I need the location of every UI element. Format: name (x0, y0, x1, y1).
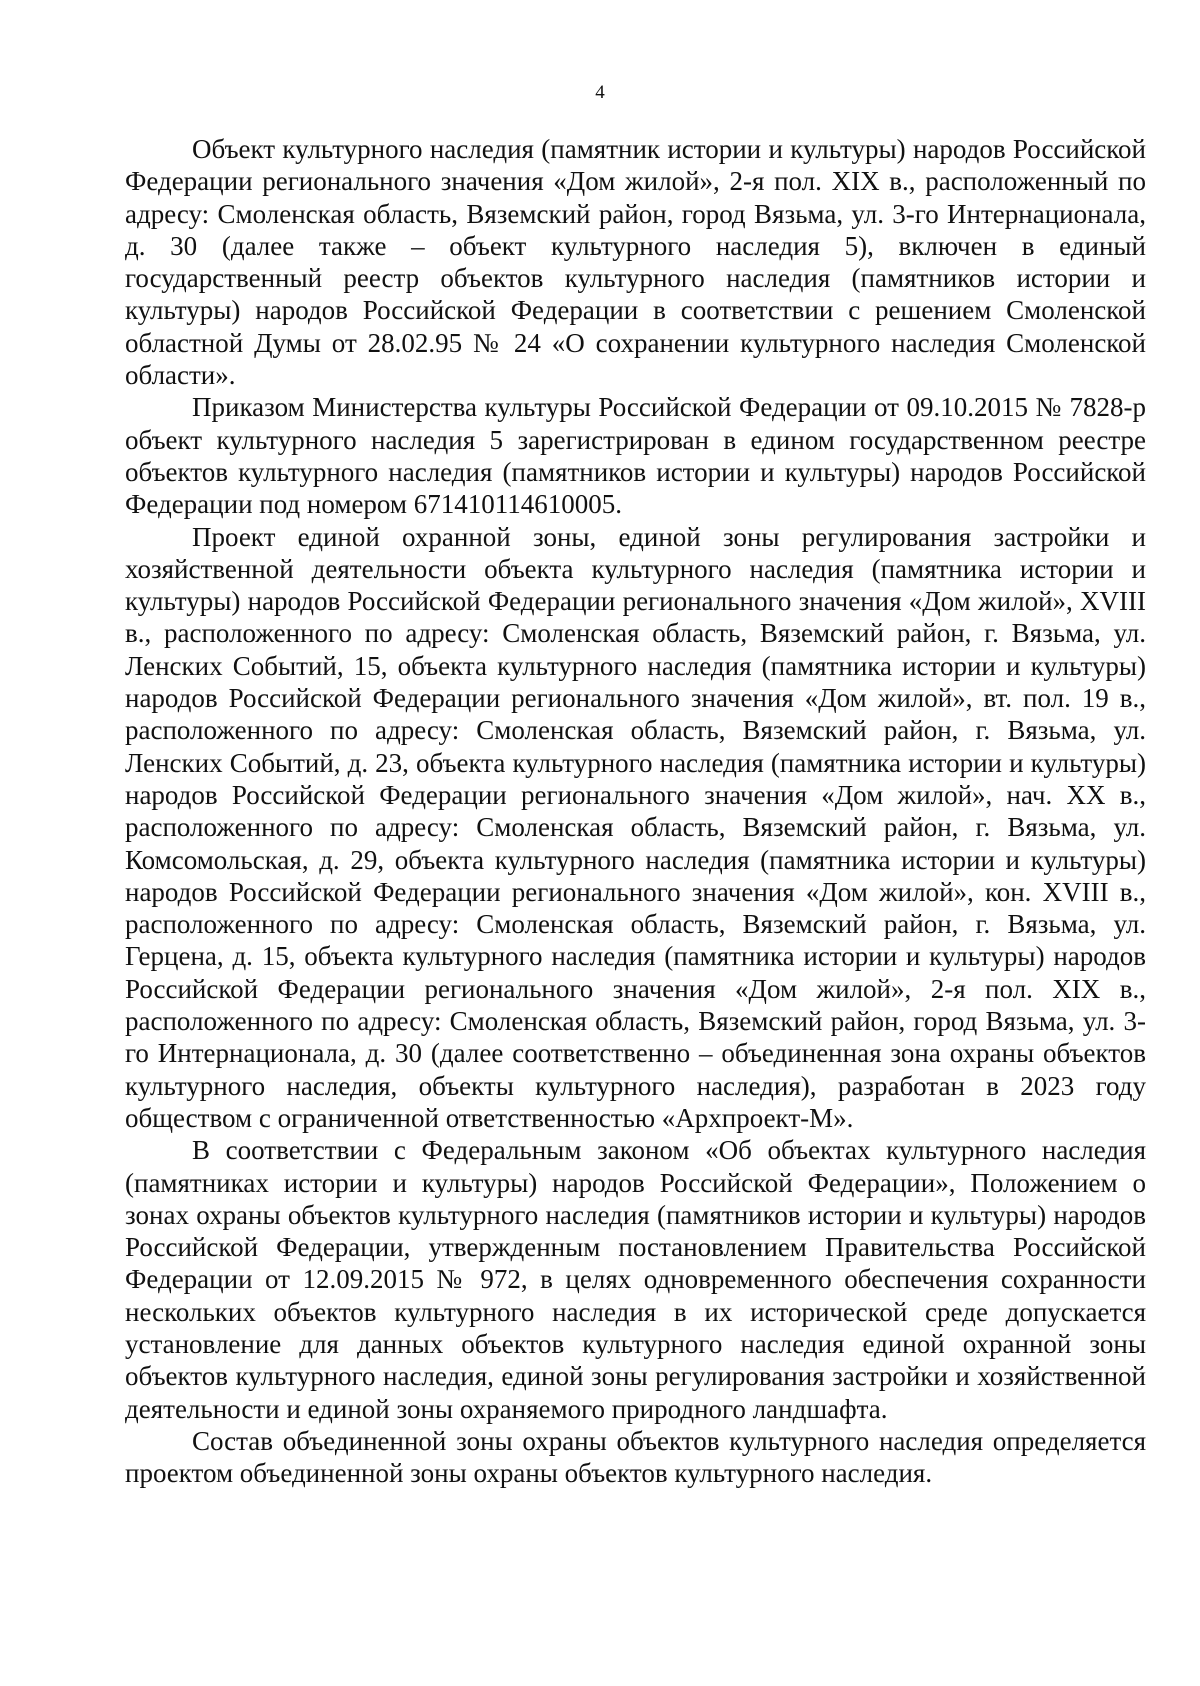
paragraph-object-5-registry: Объект культурного наследия (памятник истории и культуры) народов Российской Федерации регионального значения «Дом жилой», 2-я пол. XIX в., расположенный по адресу: Смоленская область, Вяземский район, город Вязьма, ул. 3-го Интернационала, д. 30 (далее также – объект культурного наследия 5), включен в единый государственный реестр объектов культурного наследия (памятников истории и культуры) народов Российской Федерации в соответствии с решением Смоленской областной Думы от 28.02.95 № 24 «О сохранении культурного наследия Смоленской области». (125, 134, 1146, 391)
paragraph-zone-composition: Состав объединенной зоны охраны объектов культурного наследия определяется проектом объединенной зоны охраны объектов культурного наследия. (125, 1425, 1146, 1489)
paragraph-federal-law: В соответствии с Федеральным законом «Об объектах культурного наследия (памятниках истории и культуры) народов Российской Федерации», Положением о зонах охраны объектов культурного наследия (памятников истории и культуры) народов Российской Федерации, утвержденным постановлением Правительства Российской Федерации от 12.09.2015 № 972, в целях одновременного обеспечения сохранности нескольких объектов культурного наследия в их исторической среде допускается установление для данных объектов культурного наследия единой охранной зоны объектов культурного наследия, единой зоны регулирования застройки и хозяйственной деятельности и единой зоны охраняемого природного ландшафта. (125, 1135, 1146, 1424)
paragraph-project-description: Проект единой охранной зоны, единой зоны регулирования застройки и хозяйственной деятельности объекта культурного наследия (памятника истории и культуры) народов Российской Федерации регионального значения «Дом жилой», XVIII в., расположенного по адресу: Смоленская область, Вяземский район, г. Вязьма, ул. Ленских Событий, 15, объекта культурного наследия (памятника истории и культуры) народов Российской Федерации регионального значения «Дом жилой», вт. пол. 19 в., расположенного по адресу: Смоленская область, Вяземский район, г. Вязьма, ул. Ленских Событий, д. 23, объекта культурного наследия (памятника истории и культуры) народов Российской Федерации регионального значения «Дом жилой», нач. XX в., расположенного по адресу: Смоленская область, Вяземский район, г. Вязьма, ул. Комсомольская, д. 29, объекта культурного наследия (памятника истории и культуры) народов Российской Федерации регионального значения «Дом жилой», кон. XVIII в., расположенного по адресу: Смоленская область, Вяземский район, г. Вязьма, ул. Герцена, д. 15, объекта культурного наследия (памятника истории и культуры) народов Российской Федерации регионального значения «Дом жилой», 2-я пол. XIX в., расположенного по адресу: Смоленская область, Вяземский район, город Вязьма, ул. 3-го Интернационала, д. 30 (далее соответственно – объединенная зона охраны объектов культурного наследия, объекты культурного наследия), разработан в 2023 году обществом с ограниченной ответственностью «Архпроект-М». (125, 521, 1146, 1133)
paragraph-ministry-order: Приказом Министерства культуры Российской Федерации от 09.10.2015 № 7828-р объект культурного наследия 5 зарегистрирован в едином государственном реестре объектов культурного наследия (памятников истории и культуры) народов Российской Федерации под номером 671410114610005. (125, 392, 1146, 520)
document-body (125, 133, 1146, 1489)
page-number: 4 (595, 82, 605, 103)
